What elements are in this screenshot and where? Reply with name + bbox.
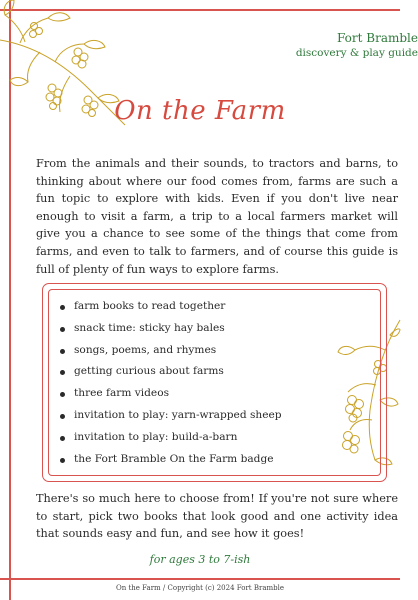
list-item: three farm videos bbox=[60, 383, 282, 405]
brand-tagline: discovery & play guide bbox=[295, 47, 418, 59]
intro-paragraph: From the animals and their sounds, to tractors and barns, to thinking about where our food comes from, farms are such a fun topic to explore with kids. Even if you don't live near enough to visit a farm, a trip to a local farmers market will give you a chance to see some of the things that come from farms, and even to talk to farmers, and of course this guide is full of plenty of fun ways to explore farms. bbox=[36, 157, 398, 276]
list-item: invitation to play: build-a-barn bbox=[60, 427, 282, 449]
list-item: getting curious about farms bbox=[60, 361, 282, 383]
closing-paragraph: There's so much here to choose from! If you're not sure where to start, pick two books that look good and one activity idea that sounds easy and fun, and see how it goes! bbox=[36, 492, 398, 541]
brand-name: Fort Bramble bbox=[337, 31, 418, 45]
copyright-footer: On the Farm / Copyright (c) 2024 Fort Bramble bbox=[115, 584, 284, 592]
list-item: farm books to read together bbox=[60, 296, 282, 318]
page-title: On the Farm bbox=[114, 96, 286, 126]
contents-list bbox=[60, 296, 282, 470]
age-range-label: for ages 3 to 7-ish bbox=[149, 553, 251, 566]
list-item: songs, poems, and rhymes bbox=[60, 340, 282, 362]
list-item: snack time: sticky hay bales bbox=[60, 318, 282, 340]
brand-header bbox=[296, 30, 418, 60]
list-item: invitation to play: yarn-wrapped sheep bbox=[60, 405, 282, 427]
bottom-border-line bbox=[0, 578, 400, 580]
list-item: the Fort Bramble On the Farm badge bbox=[60, 449, 282, 471]
